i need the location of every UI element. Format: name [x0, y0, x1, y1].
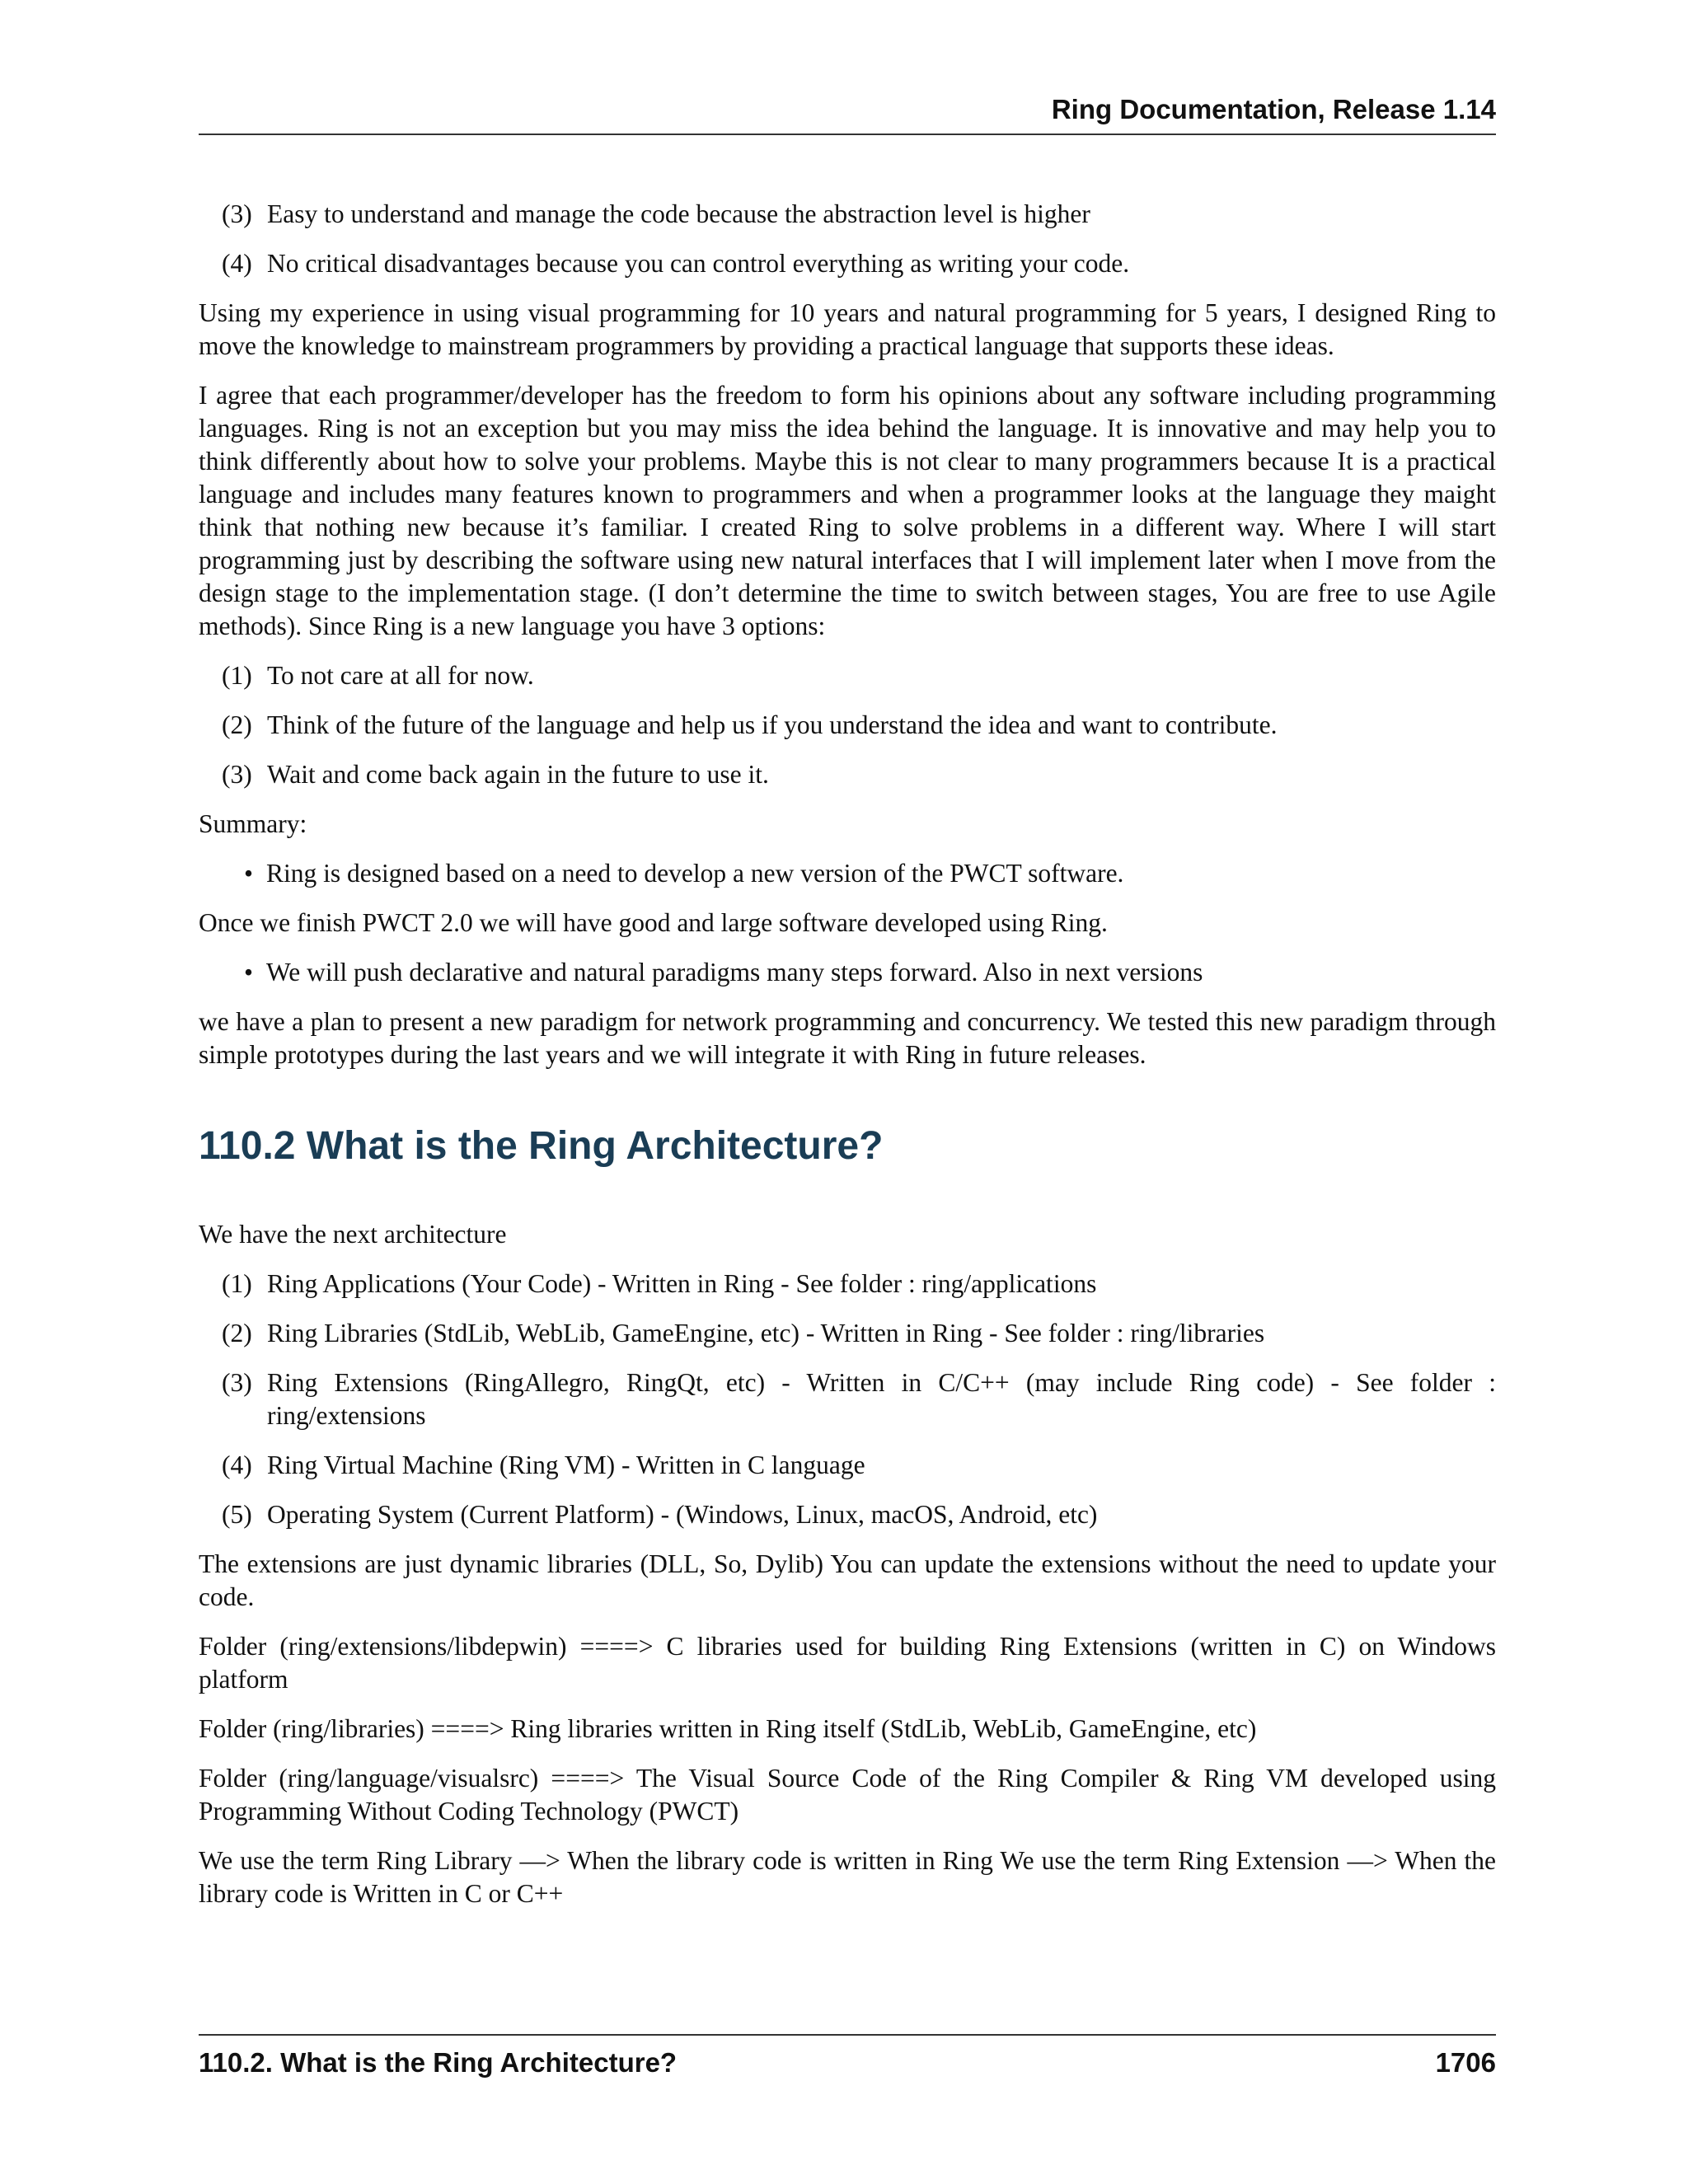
paragraph: Once we finish PWCT 2.0 we will have good and large software developed using Ring.: [199, 908, 1108, 937]
bullet-text: Ring is designed based on a need to develop a new version of the PWCT software.: [266, 859, 1124, 888]
list-number: (2): [222, 710, 252, 739]
list-number: (3): [222, 199, 252, 228]
list-item: [222, 758, 1496, 791]
paragraph: Folder (ring/language/visualsrc) ====> The Visual Source Code of the Ring Compiler & Ring VM developed using Programming Without Coding Technology (PWCT): [199, 1764, 1496, 1825]
paragraph: Using my experience in using visual programming for 10 years and natural programming for 5 years, I designed Ring to move the knowledge to mainstream programmers by providing a practical language that supports these ideas.: [199, 298, 1496, 360]
list-number: (3): [222, 1368, 252, 1397]
bullet-icon: •: [244, 958, 254, 987]
bullet-item: [244, 956, 1496, 989]
list-number: (2): [222, 1319, 252, 1347]
list-text: Wait and come back again in the future to use it.: [267, 760, 769, 789]
section-heading: 110.2 What is the Ring Architecture?: [199, 1124, 884, 1168]
list-item: [222, 1268, 1496, 1301]
paragraph: Folder (ring/libraries) ====> Ring libraries written in Ring itself (StdLib, WebLib, GameEngine, etc): [199, 1714, 1257, 1743]
list-text: Easy to understand and manage the code because the abstraction level is higher: [267, 199, 1090, 228]
page-number: 1706: [1435, 2047, 1496, 2078]
header-title: Ring Documentation, Release 1.14: [1051, 94, 1496, 124]
bullet-text: We will push declarative and natural paradigms many steps forward. Also in next versions: [266, 958, 1203, 987]
paragraph: I agree that each programmer/developer has the freedom to form his opinions about any software including programming languages. Ring is not an exception but you may miss the idea behind the language. It is innovative and may help you to think differently about how to solve your problems. Maybe this is not clear to many programmers because It is a practical language and includes many features known to programmers and when a programmer looks at the language they maight think that nothing new because it’s familiar. I created Ring to solve problems in a different way. Where I will start programming just by describing the software using new natural interfaces that I will implement later when I move from the design stage to the implementation stage. (I don’t determine the time to switch between stages, You are free to use Agile methods). Since Ring is a new language you have 3 options:: [199, 381, 1496, 640]
list-item: [222, 1366, 1496, 1432]
bullet-item: [244, 857, 1496, 890]
list-item: [222, 247, 1496, 280]
page-content: [199, 198, 1496, 1927]
page-header: [199, 86, 1496, 135]
list-number: (4): [222, 249, 252, 278]
paragraph: The extensions are just dynamic libraries (DLL, So, Dylib) You can update the extensions without the need to update your code.: [199, 1549, 1496, 1611]
list-text: Ring Libraries (StdLib, WebLib, GameEngine, etc) - Written in Ring - See folder : ring/libraries: [267, 1319, 1265, 1347]
bullet-icon: •: [244, 859, 254, 888]
summary-label: Summary:: [199, 809, 307, 838]
paragraph: Folder (ring/extensions/libdepwin) ====> C libraries used for building Ring Extensions (written in C) on Windows platform: [199, 1632, 1496, 1694]
list-number: (1): [222, 1269, 252, 1298]
paragraph: We have the next architecture: [199, 1220, 507, 1249]
list-item: [222, 1449, 1496, 1482]
list-text: Ring Applications (Your Code) - Written in Ring - See folder : ring/applications: [267, 1269, 1097, 1298]
document-page: [199, 0, 1496, 2184]
list-text: Ring Extensions (RingAllegro, RingQt, etc) - Written in C/C++ (may include Ring code) - See folder : ring/extensions: [267, 1368, 1496, 1430]
footer-section-title: 110.2. What is the Ring Architecture?: [199, 2047, 678, 2078]
list-text: Think of the future of the language and help us if you understand the idea and want to contribute.: [267, 710, 1278, 739]
list-number: (3): [222, 760, 252, 789]
list-text: Operating System (Current Platform) - (Windows, Linux, macOS, Android, etc): [267, 1500, 1098, 1529]
list-item: [222, 1498, 1496, 1531]
list-number: (1): [222, 661, 252, 690]
list-item: [222, 198, 1496, 231]
list-item: [222, 709, 1496, 742]
list-item: [222, 659, 1496, 692]
page-footer: [199, 2034, 1496, 2078]
list-text: Ring Virtual Machine (Ring VM) - Written in C language: [267, 1451, 865, 1479]
list-text: No critical disadvantages because you can control everything as writing your code.: [267, 249, 1130, 278]
paragraph: We use the term Ring Library —> When the library code is written in Ring We use the term Ring Extension —> When the library code is Written in C or C++: [199, 1846, 1496, 1908]
list-item: [222, 1317, 1496, 1350]
list-text: To not care at all for now.: [267, 661, 534, 690]
list-number: (4): [222, 1451, 252, 1479]
paragraph: we have a plan to present a new paradigm for network programming and concurrency. We tested this new paradigm through simple prototypes during the last years and we will integrate it with Ring in future releases.: [199, 1007, 1496, 1069]
list-number: (5): [222, 1500, 252, 1529]
